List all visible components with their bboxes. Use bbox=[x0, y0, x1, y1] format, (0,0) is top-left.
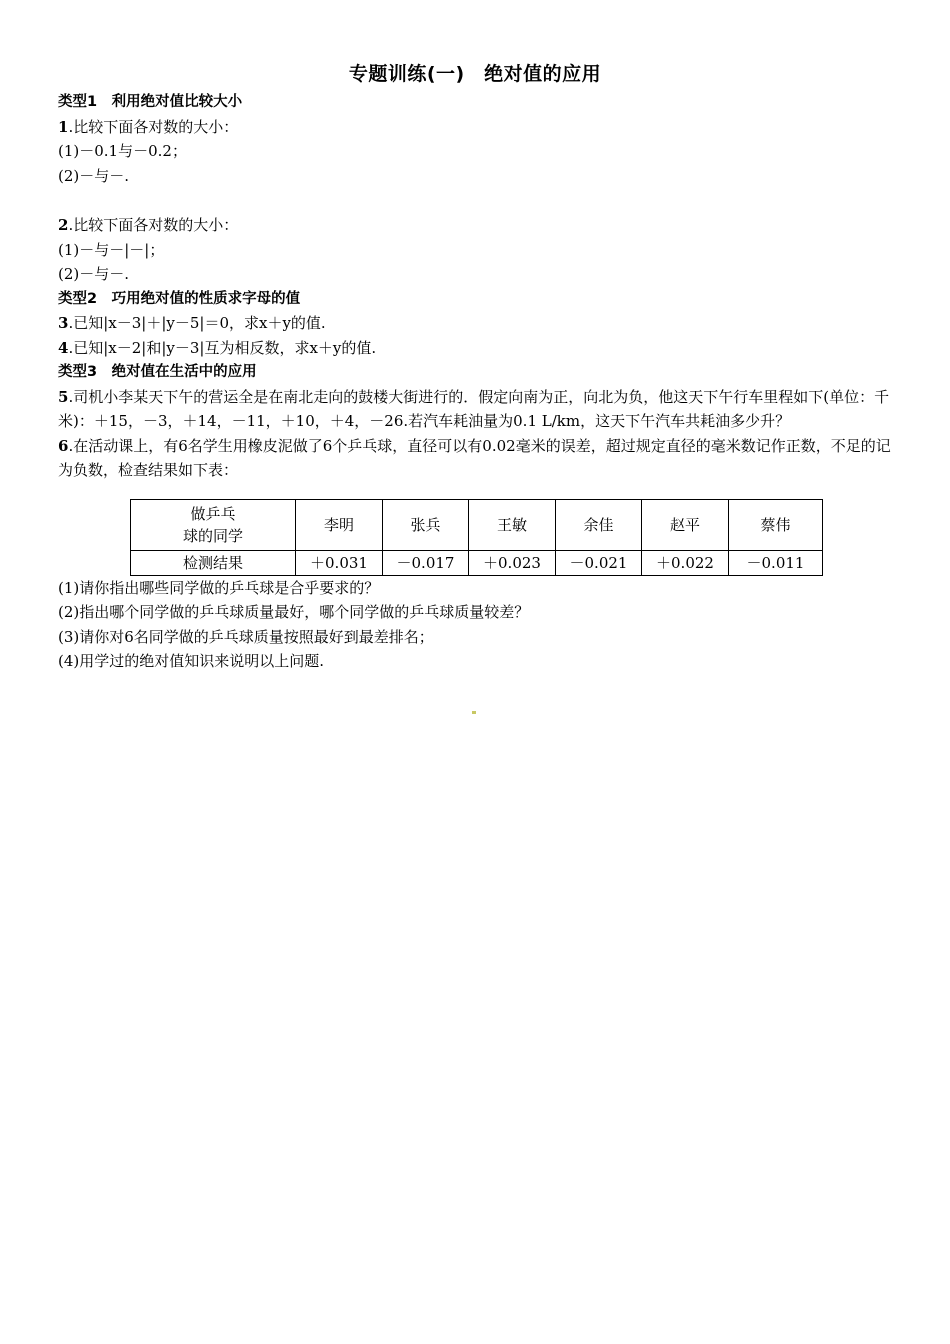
question-text: .司机小李某天下午的营运全是在南北走向的鼓楼大街进行的．假定向南为正，向北为负，他这天下午行车里程如下(单位：千米)：＋15，－3，＋14，－11，＋10，＋4，－26.若汽车耗油量为0.1 L/km，这天下午汽车共耗油多少升？ bbox=[58, 387, 890, 430]
question-number: 1 bbox=[58, 117, 69, 136]
question-6-part-3: (3)请你对6名同学做的乒乓球质量按照最好到最差排名； bbox=[58, 627, 434, 646]
student-name-cell: 张兵 bbox=[383, 499, 469, 550]
result-cell: ＋0.031 bbox=[296, 550, 383, 575]
page-title: 专题训练(一) 绝对值的应用 bbox=[348, 63, 602, 85]
results-table-wrapper bbox=[130, 499, 892, 576]
result-cell: ＋0.023 bbox=[469, 550, 556, 575]
result-cell: ＋0.022 bbox=[642, 550, 729, 575]
question-3 bbox=[58, 311, 892, 336]
question-number: 4 bbox=[58, 338, 69, 357]
student-name-cell: 蔡伟 bbox=[729, 499, 823, 550]
question-5 bbox=[58, 385, 892, 434]
student-name-cell: 赵平 bbox=[642, 499, 729, 550]
question-1-part-1: (1)－0.1与－0.2； bbox=[58, 142, 187, 160]
question-text: .比较下面各对数的大小： bbox=[68, 117, 239, 136]
question-number: 6 bbox=[58, 436, 69, 455]
question-2-stem bbox=[58, 213, 892, 238]
question-number: 3 bbox=[58, 314, 69, 332]
results-table bbox=[130, 499, 823, 576]
question-2-part-2: (2)－与－. bbox=[58, 265, 130, 283]
question-6 bbox=[58, 434, 892, 483]
question-text: .已知|x－3|＋|y－5|＝0，求x＋y的值. bbox=[68, 314, 326, 332]
question-6-part-1: (1)请你指出哪些同学做的乒乓球是合乎要求的？ bbox=[58, 578, 380, 597]
header-label-line-1: 做乒乓 bbox=[190, 504, 236, 523]
student-name-cell: 王敏 bbox=[469, 499, 556, 550]
question-6-part-2: (2)指出哪个同学做的乒乓球质量最好，哪个同学做的乒乓球质量较差？ bbox=[58, 603, 530, 621]
question-number: 2 bbox=[58, 216, 69, 234]
student-name-cell: 李明 bbox=[296, 499, 383, 550]
result-cell: －0.021 bbox=[556, 550, 642, 575]
question-2-part-1: (1)－与－|－|； bbox=[58, 240, 165, 259]
question-1-part-2: (2)－与－. bbox=[58, 166, 130, 185]
result-cell: －0.011 bbox=[729, 550, 823, 575]
question-text: .比较下面各对数的大小： bbox=[68, 216, 239, 234]
result-cell: －0.017 bbox=[383, 550, 469, 575]
table-header-label bbox=[131, 499, 296, 550]
header-label-line-2: 球的同学 bbox=[182, 526, 243, 545]
scan-artifact-mark bbox=[472, 711, 476, 714]
document-page bbox=[58, 58, 892, 674]
table-row bbox=[131, 550, 823, 575]
table-header-row bbox=[131, 499, 823, 550]
section-heading-2: 类型2 巧用绝对值的性质求字母的值 bbox=[58, 290, 301, 307]
question-text: .已知|x－2|和|y－3|互为相反数，求x＋y的值. bbox=[68, 338, 377, 357]
question-1-stem bbox=[58, 115, 892, 140]
question-4 bbox=[58, 336, 892, 361]
section-heading-3: 类型3 绝对值在生活中的应用 bbox=[58, 364, 257, 380]
question-6-part-4: (4)用学过的绝对值知识来说明以上问题. bbox=[58, 652, 325, 670]
section-heading-1: 类型1 利用绝对值比较大小 bbox=[58, 94, 243, 110]
question-number: 5 bbox=[58, 387, 69, 406]
spacer bbox=[58, 188, 892, 213]
row-label-cell: 检测结果 bbox=[131, 550, 296, 575]
question-text: .在活动课上，有6名学生用橡皮泥做了6个乒乓球，直径可以有0.02毫米的误差，超过规定直径的毫米数记作正数，不足的记为负数，检查结果如下表： bbox=[58, 436, 891, 479]
student-name-cell: 余佳 bbox=[556, 499, 642, 550]
